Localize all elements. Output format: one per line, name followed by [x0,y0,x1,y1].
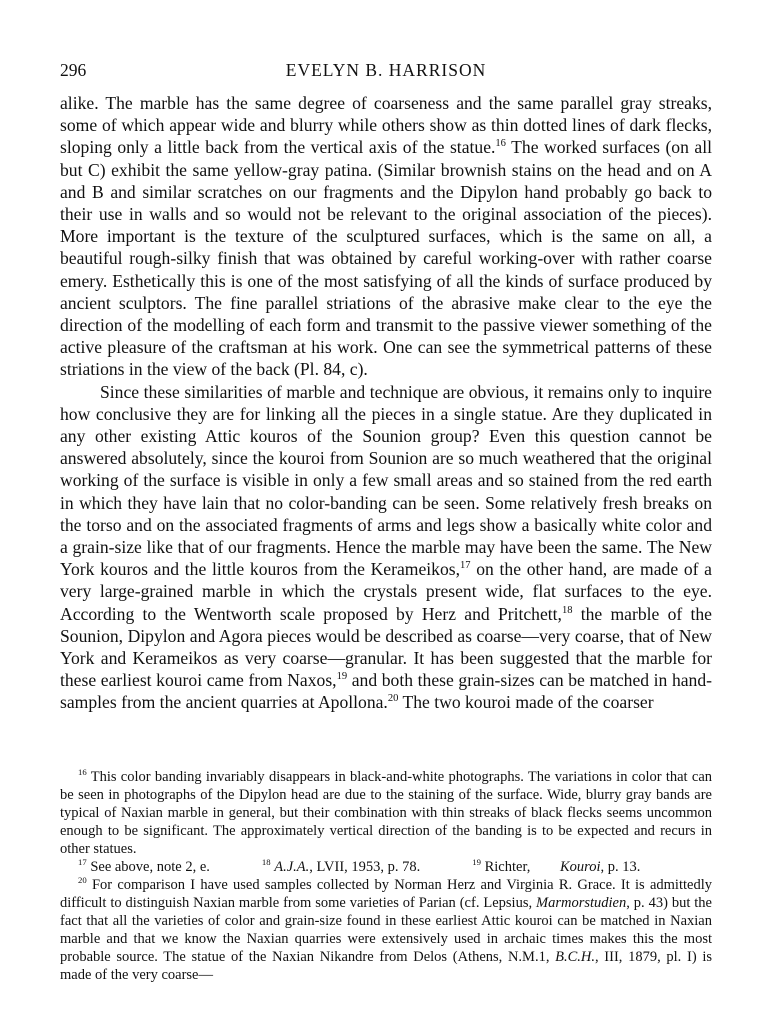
body-text [60,92,712,714]
footnote-ref: 17 [460,560,471,572]
footnote-16: $^{16}$ This color banding invariably disappears in black-and-white photographs. The variations in color that can be seen in photographs of the Dipylon head are due to the staining of the surface. Wide, blurry gray bands are typical of Naxian marble in general, but their combination with thin streaks of black flecks seems uncommon enough to be significant. The approximately vertical direction of the banding is to be expected and recurs in other statues. [60,767,712,857]
footnote-ref: 18 [561,604,573,616]
footnote-17: $^{17}$ See above, note 2, e. [78,857,210,875]
footnote-ref: 20 [387,693,399,705]
footnote-ref: 19 [336,671,348,683]
running-head: EVELYN B. HARRISON [285,60,487,80]
footnotes [60,768,712,984]
footnote-row [60,858,712,876]
page-number: 296 [60,60,87,80]
footnote-ref: 16 [495,138,506,150]
footnote-19: $^{19}$ Richter, Kouroi, p. 13. [472,857,641,875]
paragraph: alike. The marble has the same degree of coarseness and the same parallel gray streaks, some of which appear wide and blurry while others show as thin dotted lines of dark flecks, sloping only a little back from the vertical axis of the statue.$^{16}$ The worked surfaces (on all but C) exhibit the same yellow-gray patina. (Similar brownish stains on the head and on A and B and similar scratches on our fragments and the Dipylon hand probably go back to their use in walls and so would not be relevant to the original association of the pieces). More important is the texture of the sculptured surfaces, which is the same on all, a beautiful rough-silky finish that was obtained by careful working-over with rather coarse emery. Esthetically this is one of the most satisfying of all the kinds of surface produced by ancient sculptors. The fine parallel striations of the abrasive make clear to the eye the direction of the modelling of each form and transmit to the passive viewer something of the active pleasure of the craftsman at his work. One can see the symmetrical patterns of these striations in the view of the back (Pl. 84, c). [60,93,713,380]
paragraph: Since these similarities of marble and technique are obvious, it remains only to inquire how conclusive they are for linking all the pieces in a single statue. Are they duplicated in any other existing Attic kouros of the Sounion group? Even this question cannot be answered absolutely, since the kouroi from Sounion are so much weathered that the original working of the surface is visible in only a few small areas and so stained from the red earth in which they have lain that no color-banding can be seen. Some relatively fresh breaks on the torso and on the associated fragments of arms and legs show a basically white color and a grain-size like that of our fragments. Hence the marble may have been the same. The New York kouros and the little kouros from the Kerameikos,$^{17}$ on the other hand, are made of a very large-grained marble in which the crystals present wide, flat surfaces to the eye. According to the Wentworth scale proposed by Herz and Pritchett,$^{18}$ the marble of the Sounion, Dipylon and Agora pieces would be described as coarse—very coarse, that of New York and Kerameikos as very coarse—granular. It has been suggested that the marble for these earliest kouroi came from Naxos,$^{19}$ and both these grain-sizes can be matched in hand-samples from the ancient quarries at Apollona.$^{20}$ The two kouroi made of the coarser [60,381,713,713]
footnote-18: $^{18}$ A.J.A., LVII, 1953, p. 78. [261,857,421,875]
page-header [60,60,712,86]
footnote-20: $^{20}$ For comparison I have used samples collected by Norman Herz and Virginia R. Grace. It is admittedly difficult to distinguish Naxian marble from some varieties of Parian (cf. Lepsius, Marmorstudien, p. 43) but the fact that all the varieties of color and grain-size found in these earliest Attic kouroi can be matched in Naxian marble and that we know the Naxian quarries were extensively used in archaic times makes this the most probable source. The statue of the Naxian Nikandre from Delos (Athens, N.M.1, B.C.H., III, 1879, pl. I) is made of the very coarse— [60,875,712,983]
